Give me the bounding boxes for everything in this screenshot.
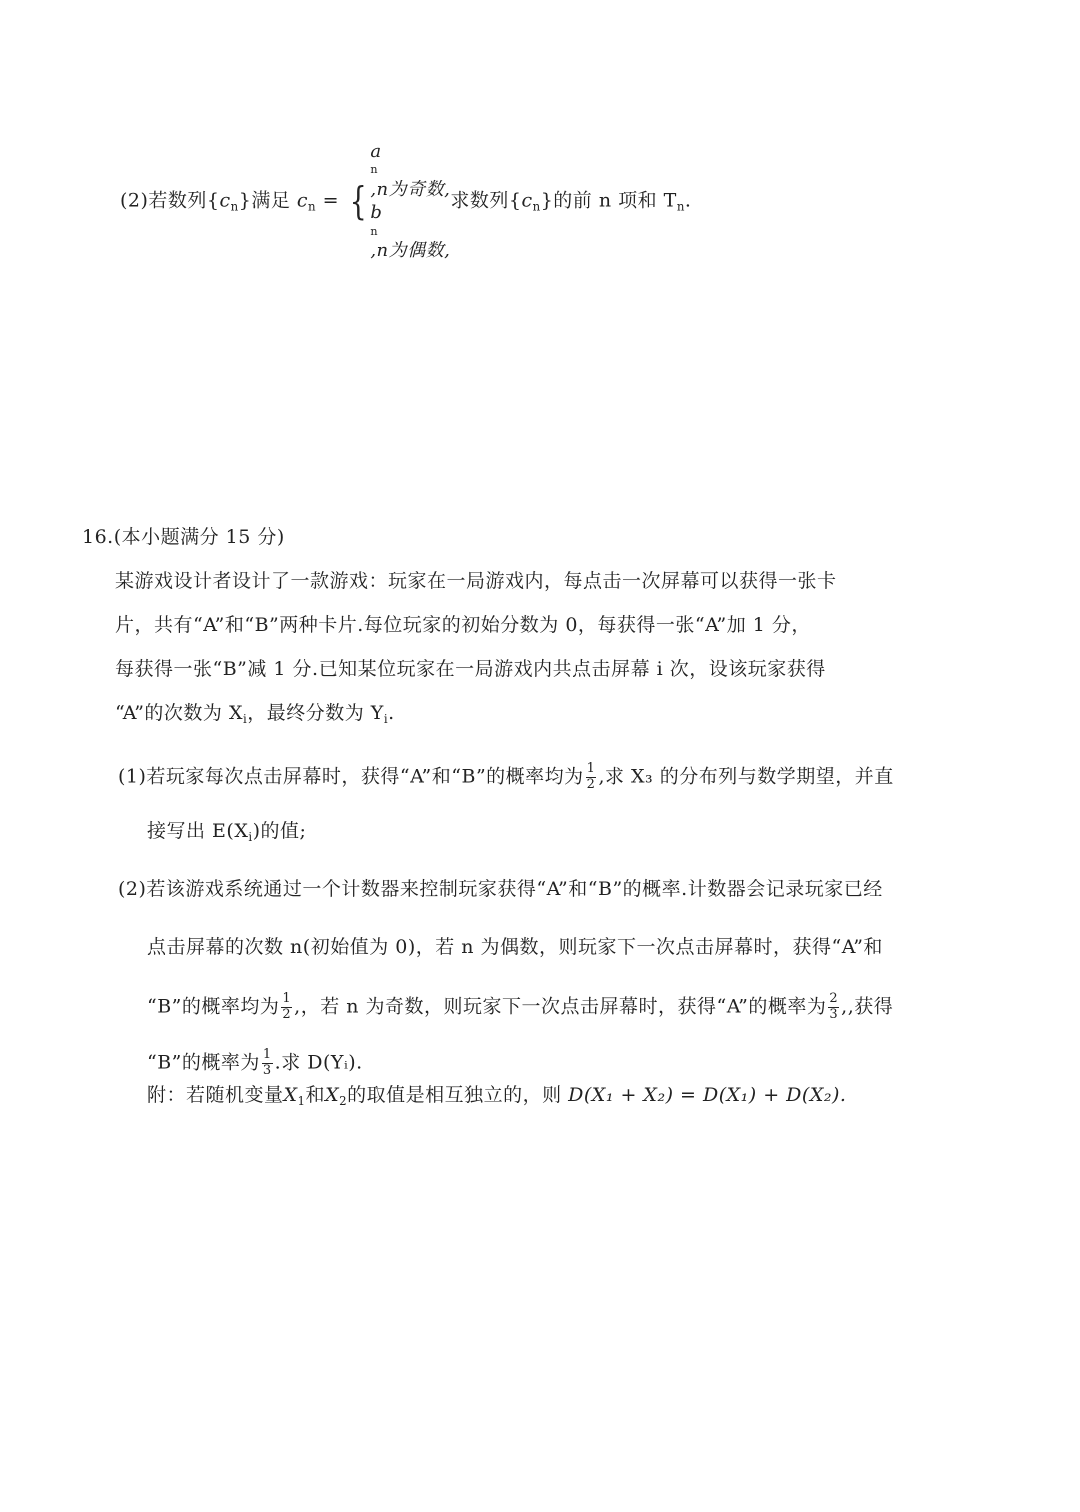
t-sub: n — [676, 199, 685, 214]
q16-header: 16.(本小题满分 15 分) — [82, 526, 285, 548]
q16-part2-line-3: “B”的概率均为 $\frac{1}{2}$ ,，若 n 为奇数，则玩家下一次点击屏幕时，获得“A”的概率为 $\frac{2}{3}$ ,,获得 — [147, 991, 894, 1022]
q16-body-line-2: 片，共有“A”和“B”两种卡片.每位玩家的初始分数为 0，每获得一张“A”加 1 分， — [115, 614, 811, 636]
c-sub-2: n — [532, 199, 541, 214]
fraction-half-2: $\frac{1}{2}$ — [282, 991, 292, 1022]
q16-note: 附：若随机变量$X_1$和$X_2$的取值是相互独立的，则 D(X₁ + X₂) = D(X₁) + D(X₂). — [147, 1084, 847, 1109]
q16-part2-line-1: (2)若该游戏系统通过一个计数器来控制玩家获得“A”和“B”的概率.计数器会记录玩家已经 — [118, 878, 883, 900]
c-sub: n — [230, 199, 239, 214]
q15-part2-post1: 求数列{ — [450, 189, 522, 212]
piecewise-cases — [370, 140, 450, 263]
q16-body-line-1: 某游戏设计者设计了一款游戏：玩家在一局游戏内，每点击一次屏幕可以获得一张卡 — [115, 570, 837, 592]
c-var: c — [219, 189, 231, 212]
q16-part1-line-2: 接写出 $E(X_i)$的值; — [147, 820, 307, 845]
q15-part2-line — [120, 140, 691, 263]
c-def-sub: n — [308, 199, 317, 214]
q15-part2-mid: }满足 — [238, 189, 297, 212]
q16-part2-line-2: 点击屏幕的次数 n(初始值为 0)，若 n 为偶数，则玩家下一次点击屏幕时，获得“A”和 — [147, 936, 883, 958]
q15-part2-post2: }的前 n 项和 T — [540, 189, 677, 212]
variance-identity: D(X₁ + X₂) = D(X₁) + D(X₂). — [568, 1084, 847, 1106]
case-even: b n ,n为偶数, — [370, 202, 451, 262]
case-odd: a n ,n为奇数, — [370, 141, 451, 200]
c-def-var: c — [296, 189, 309, 212]
c-var-2: c — [521, 189, 533, 212]
fraction-half: $\frac{1}{2}$ — [586, 761, 596, 792]
fraction-third: $\frac{1}{3}$ — [262, 1047, 272, 1078]
q16-body-line-4: “A”的次数为 $X_i$，最终分数为 $Y_i$. — [115, 702, 395, 727]
q15-part2-pre: (2)若数列{ — [120, 189, 220, 212]
q15-part2-end: . — [684, 189, 692, 212]
fraction-two-thirds: $\frac{2}{3}$ — [829, 991, 839, 1022]
q16-part1-line-1: (1)若玩家每次点击屏幕时，获得“A”和“B”的概率均为 $\frac{1}{2}$ ,求 X₃ 的分布列与数学期望，并直 — [118, 761, 894, 792]
q16-part2-line-4: “B”的概率为 $\frac{1}{3}$ .求 D(Yᵢ). — [147, 1047, 363, 1078]
q16-body-line-3: 每获得一张“B”减 1 分.已知某位玩家在一局游戏内共点击屏幕 i 次，设该玩家获得 — [115, 658, 826, 680]
eq-sign: = — [316, 189, 346, 212]
left-brace: { — [349, 179, 367, 224]
